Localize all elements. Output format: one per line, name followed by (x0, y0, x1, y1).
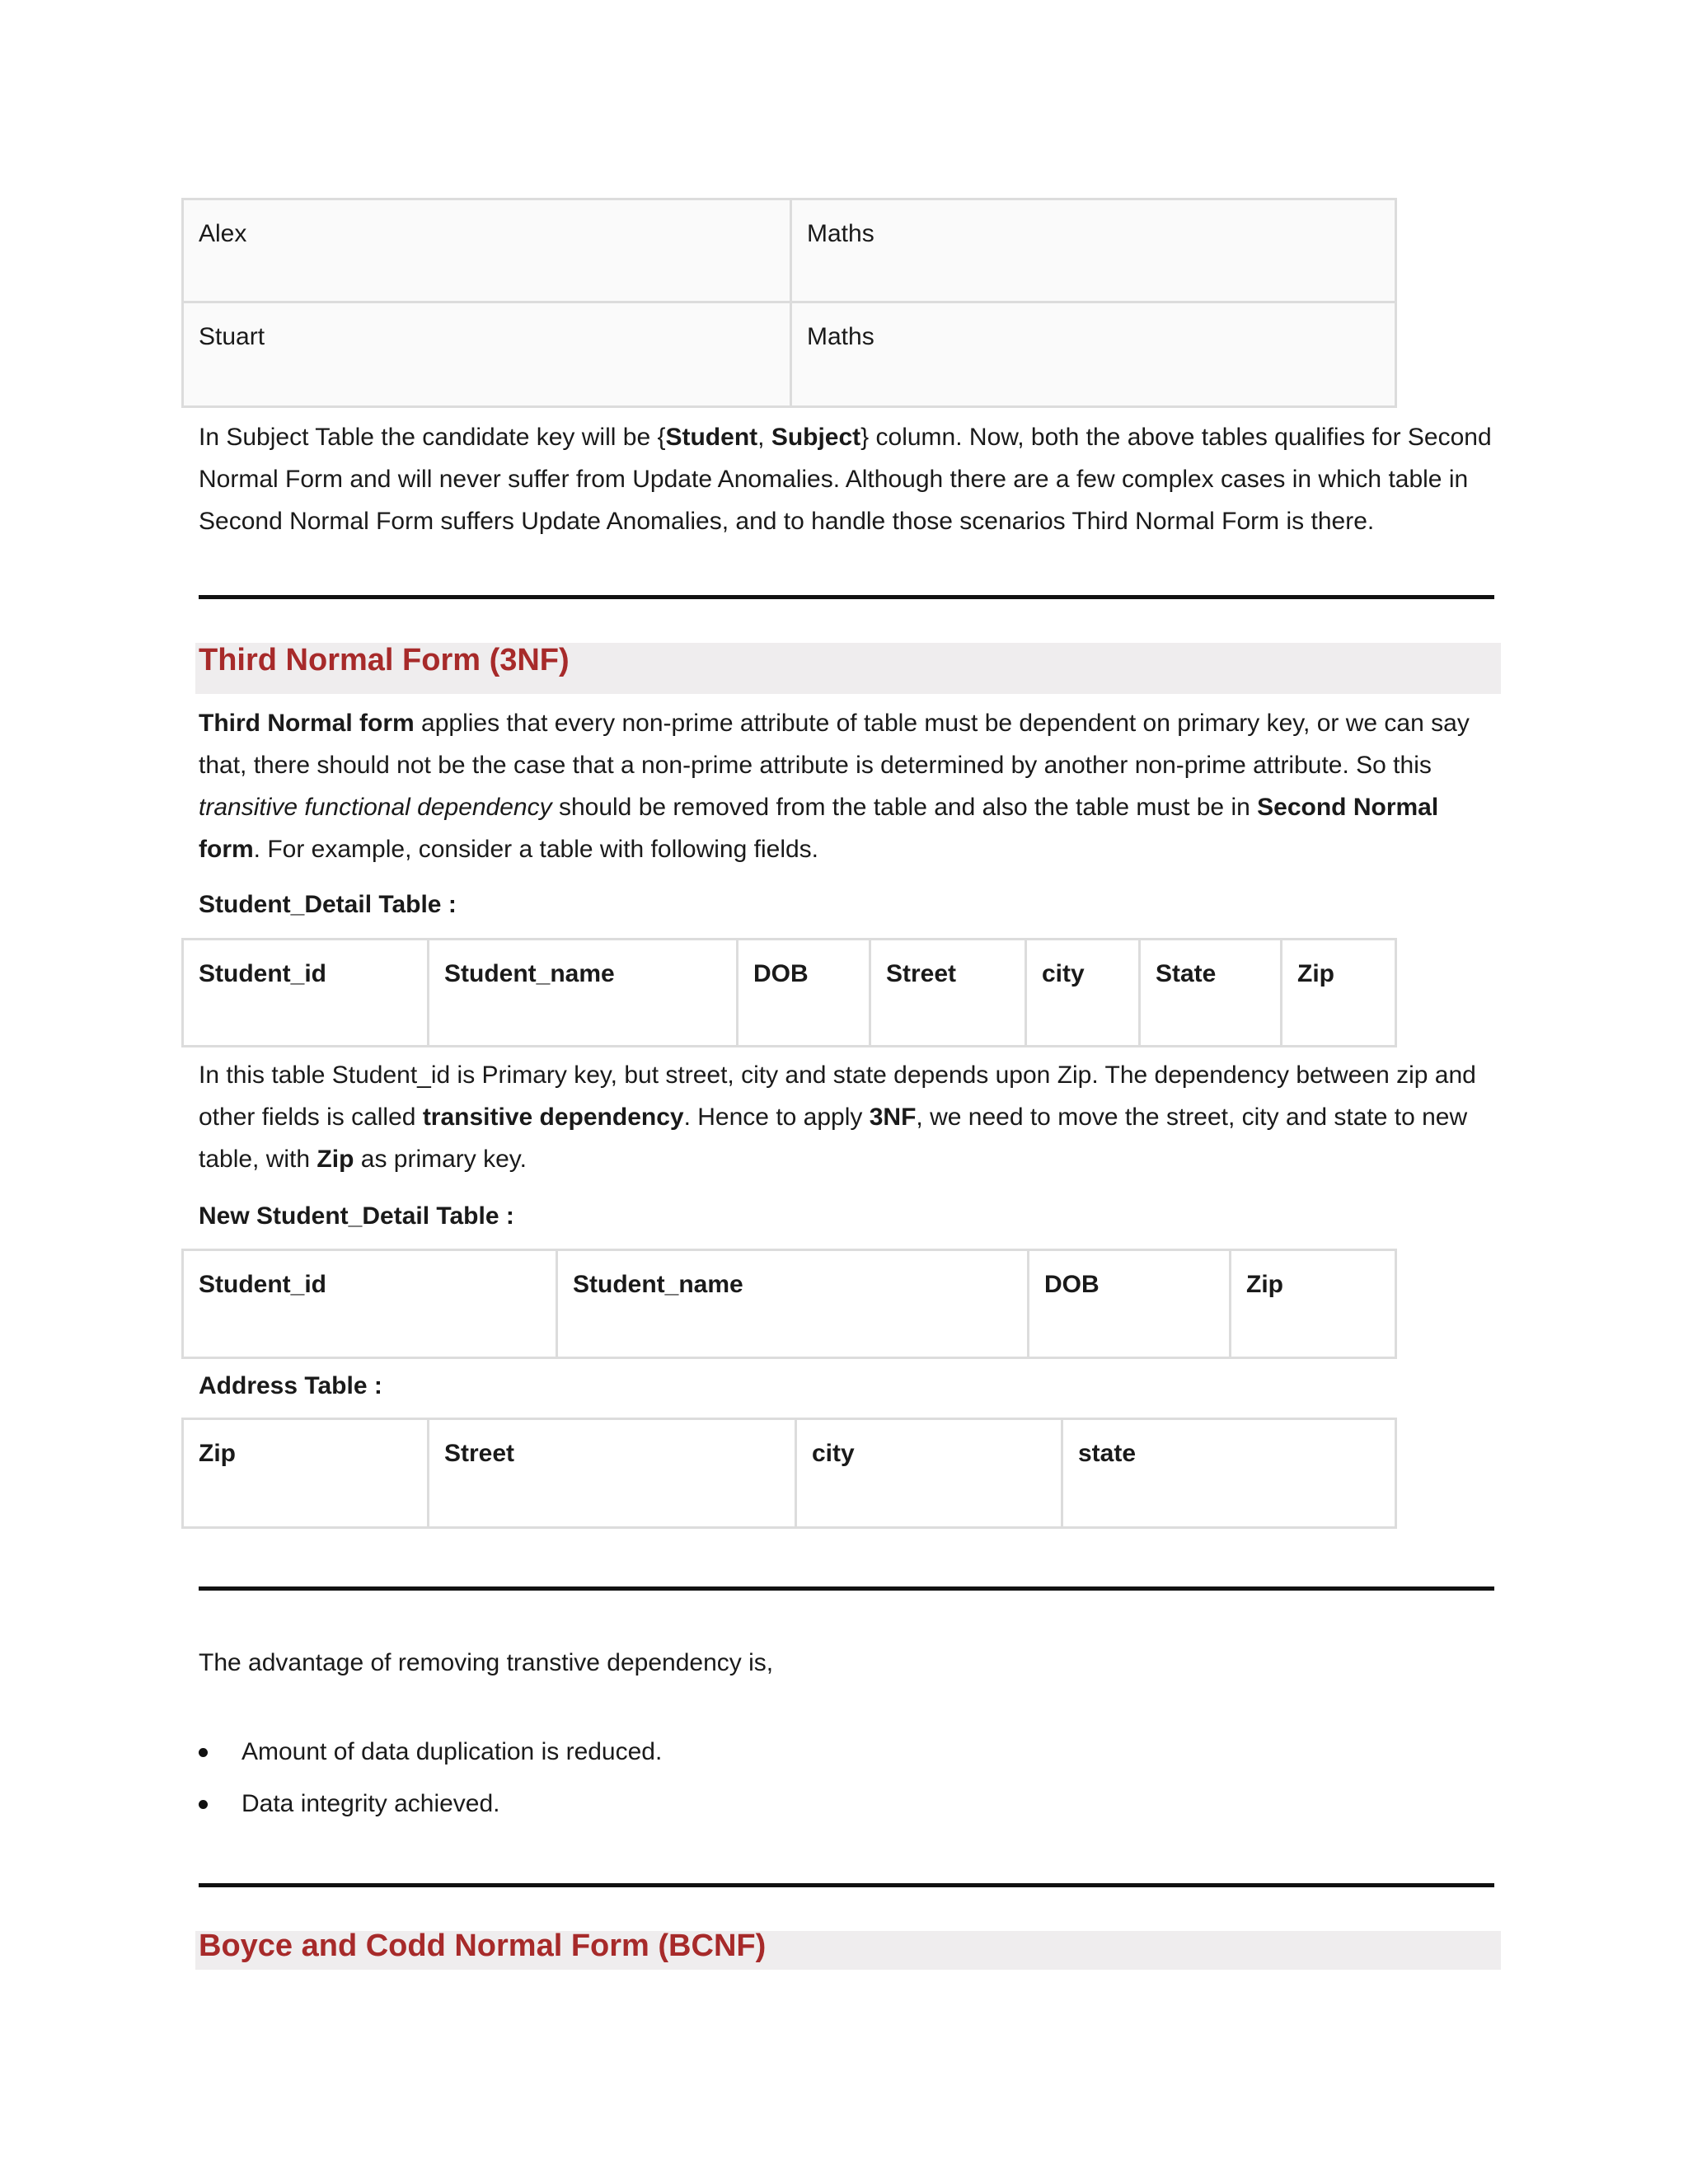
table-row (183, 1250, 1396, 1358)
column-header: city (796, 1419, 1062, 1528)
bullet-icon (199, 1800, 208, 1809)
student-detail-table (181, 938, 1397, 1047)
horizontal-rule (199, 1883, 1494, 1887)
table-cell: Alex (183, 199, 791, 302)
new-student-detail-table (181, 1249, 1397, 1359)
column-header: Street (429, 1419, 796, 1528)
column-header: state (1062, 1419, 1396, 1528)
address-table-label: Address Table : (199, 1372, 382, 1399)
table-cell: Maths (791, 302, 1396, 407)
column-header: Student_id (183, 1250, 557, 1358)
list-item: Data integrity achieved. (199, 1789, 662, 1819)
table-row (183, 1419, 1396, 1528)
list-item: Amount of data duplication is reduced. (199, 1737, 662, 1767)
subject-table (181, 198, 1397, 408)
bullet-icon (199, 1748, 208, 1757)
table-cell: Stuart (183, 302, 791, 407)
table-cell: Maths (791, 199, 1396, 302)
advantage-intro: The advantage of removing transtive dependency is, (199, 1649, 774, 1676)
column-header: Street (870, 940, 1026, 1047)
table-row (183, 302, 1396, 407)
horizontal-rule (199, 595, 1494, 599)
column-header: DOB (738, 940, 870, 1047)
column-header: Zip (1282, 940, 1396, 1047)
transitive-dependency-paragraph: In this table Student_id is Primary key, but street, city and state depends upon Zip. The dependency between zip and other fields is called transitive dependency. Hence to apply 3NF, we need to move the street, city and state to new table, with Zip as primary key. (199, 1062, 1476, 1173)
column-header: Student_name (429, 940, 738, 1047)
advantages-list (199, 1737, 662, 1841)
column-header: Zip (1231, 1250, 1396, 1358)
column-header: Student_id (183, 940, 429, 1047)
address-table (181, 1418, 1397, 1529)
table-row (183, 199, 1396, 302)
column-header: DOB (1029, 1250, 1231, 1358)
column-header: State (1140, 940, 1282, 1047)
column-header: city (1026, 940, 1140, 1047)
column-header: Zip (183, 1419, 429, 1528)
section-heading-3nf: Third Normal Form (3NF) (199, 643, 570, 677)
candidate-key-paragraph: In Subject Table the candidate key will be {Student, Subject} column. Now, both the above tables qualifies for Second Normal Form and will never suffer from Update Anomalies. Although there are a few complex cases in which table in Second Normal Form suffers Update Anomalies, and to handle those scenarios Third Normal Form is there. (199, 424, 1492, 535)
3nf-intro-paragraph: Third Normal form applies that every non-prime attribute of table must be dependent on primary key, or we can say that, there should not be the case that a non-prime attribute is determined by another non-prime attribute. So this transitive functional dependency should be removed from the table and also the table must be in Second Normal form. For example, consider a table with following fields. (199, 710, 1470, 863)
table-row (183, 940, 1396, 1047)
horizontal-rule (199, 1586, 1494, 1591)
column-header: Student_name (557, 1250, 1029, 1358)
section-heading-bcnf: Boyce and Codd Normal Form (BCNF) (199, 1929, 767, 1963)
student-detail-table-label: Student_Detail Table : (199, 891, 457, 918)
new-student-detail-table-label: New Student_Detail Table : (199, 1202, 514, 1230)
